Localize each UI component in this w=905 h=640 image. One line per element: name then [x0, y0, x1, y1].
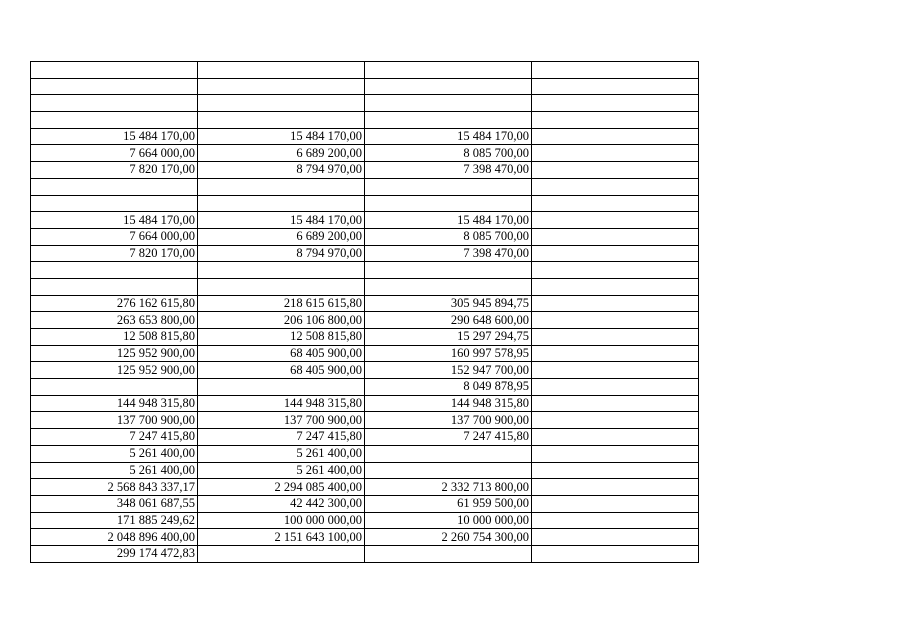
table-cell[interactable]: 2 332 713 800,00: [365, 479, 532, 496]
table-cell[interactable]: [532, 412, 699, 429]
table-cell[interactable]: 125 952 900,00: [31, 362, 198, 379]
table-cell[interactable]: [31, 195, 198, 212]
table-cell[interactable]: 68 405 900,00: [198, 362, 365, 379]
table-cell[interactable]: [532, 228, 699, 245]
table-body: [31, 62, 699, 563]
table-cell[interactable]: [532, 162, 699, 179]
table-cell[interactable]: [532, 112, 699, 129]
table-cell[interactable]: 42 442 300,00: [198, 495, 365, 512]
table-cell[interactable]: [532, 462, 699, 479]
table-cell[interactable]: [31, 112, 198, 129]
table-row: [31, 429, 699, 446]
table-row: [31, 162, 699, 179]
table-row: [31, 295, 699, 312]
table-cell[interactable]: [365, 462, 532, 479]
table-cell[interactable]: [365, 78, 532, 95]
table-cell[interactable]: [198, 545, 365, 562]
table-cell[interactable]: [532, 62, 699, 79]
table-cell[interactable]: [198, 112, 365, 129]
table-cell[interactable]: [532, 479, 699, 496]
table-cell[interactable]: 276 162 615,80: [31, 295, 198, 312]
table-row: [31, 245, 699, 262]
table-row: [31, 329, 699, 346]
table-cell[interactable]: [198, 195, 365, 212]
table-cell[interactable]: 61 959 500,00: [365, 495, 532, 512]
table-cell[interactable]: [365, 445, 532, 462]
table-cell[interactable]: 15 484 170,00: [31, 128, 198, 145]
table-cell[interactable]: 12 508 815,80: [31, 329, 198, 346]
table-cell[interactable]: [31, 78, 198, 95]
table-cell[interactable]: [532, 362, 699, 379]
table-cell[interactable]: [198, 95, 365, 112]
table-row: [31, 545, 699, 562]
table-cell[interactable]: 2 294 085 400,00: [198, 479, 365, 496]
table-cell[interactable]: 5 261 400,00: [198, 462, 365, 479]
table-row: [31, 395, 699, 412]
table-row: [31, 145, 699, 162]
table-row: [31, 95, 699, 112]
table-cell[interactable]: 348 061 687,55: [31, 495, 198, 512]
table-cell[interactable]: [532, 379, 699, 396]
table-cell[interactable]: [198, 62, 365, 79]
table-cell[interactable]: 6 689 200,00: [198, 145, 365, 162]
table-row: [31, 495, 699, 512]
table-row: [31, 62, 699, 79]
table-cell[interactable]: 171 885 249,62: [31, 512, 198, 529]
table-cell[interactable]: 2 260 754 300,00: [365, 529, 532, 546]
table-cell[interactable]: [532, 495, 699, 512]
table-cell[interactable]: [532, 395, 699, 412]
table-cell[interactable]: 144 948 315,80: [31, 395, 198, 412]
table-cell[interactable]: 263 653 800,00: [31, 312, 198, 329]
table-cell[interactable]: [532, 195, 699, 212]
data-table: [30, 61, 699, 563]
table-cell[interactable]: 7 664 000,00: [31, 145, 198, 162]
table-cell[interactable]: [365, 545, 532, 562]
table-cell[interactable]: 7 247 415,80: [365, 429, 532, 446]
table-cell[interactable]: [365, 95, 532, 112]
table-cell[interactable]: 2 048 896 400,00: [31, 529, 198, 546]
table-cell[interactable]: 206 106 800,00: [198, 312, 365, 329]
table-cell[interactable]: [198, 78, 365, 95]
table-row: [31, 345, 699, 362]
table-cell[interactable]: [532, 529, 699, 546]
table-row: [31, 529, 699, 546]
table-cell[interactable]: 15 484 170,00: [198, 128, 365, 145]
table-cell[interactable]: [31, 379, 198, 396]
table-cell[interactable]: [532, 278, 699, 295]
spreadsheet-grid: [30, 61, 699, 563]
table-cell[interactable]: 137 700 900,00: [31, 412, 198, 429]
table-cell[interactable]: 7 398 470,00: [365, 162, 532, 179]
table-cell[interactable]: 125 952 900,00: [31, 345, 198, 362]
table-cell[interactable]: 7 398 470,00: [365, 245, 532, 262]
table-cell[interactable]: [532, 178, 699, 195]
table-row: [31, 128, 699, 145]
table-cell[interactable]: 15 484 170,00: [365, 212, 532, 229]
table-row: [31, 412, 699, 429]
table-cell[interactable]: 8 794 970,00: [198, 162, 365, 179]
table-cell[interactable]: [365, 278, 532, 295]
table-cell[interactable]: 152 947 700,00: [365, 362, 532, 379]
table-cell[interactable]: 8 049 878,95: [365, 379, 532, 396]
table-cell[interactable]: [198, 379, 365, 396]
table-cell[interactable]: [532, 128, 699, 145]
table-row: [31, 479, 699, 496]
table-cell[interactable]: [198, 178, 365, 195]
table-row: [31, 228, 699, 245]
table-cell[interactable]: 7 664 000,00: [31, 228, 198, 245]
table-row: [31, 262, 699, 279]
table-cell[interactable]: [365, 112, 532, 129]
table-cell[interactable]: 290 648 600,00: [365, 312, 532, 329]
table-cell[interactable]: [532, 262, 699, 279]
table-cell[interactable]: 7 820 170,00: [31, 245, 198, 262]
table-cell[interactable]: [365, 262, 532, 279]
table-row: [31, 312, 699, 329]
table-cell[interactable]: [532, 445, 699, 462]
table-cell[interactable]: [532, 429, 699, 446]
table-row: [31, 212, 699, 229]
table-cell[interactable]: [532, 329, 699, 346]
table-cell[interactable]: 100 000 000,00: [198, 512, 365, 529]
table-cell[interactable]: 10 000 000,00: [365, 512, 532, 529]
table-cell[interactable]: 6 689 200,00: [198, 228, 365, 245]
table-row: [31, 462, 699, 479]
table-cell[interactable]: 144 948 315,80: [365, 395, 532, 412]
table-cell[interactable]: [198, 278, 365, 295]
table-cell[interactable]: [532, 545, 699, 562]
table-cell[interactable]: [31, 178, 198, 195]
table-cell[interactable]: 7 247 415,80: [31, 429, 198, 446]
table-cell[interactable]: [365, 195, 532, 212]
table-cell[interactable]: 218 615 615,80: [198, 295, 365, 312]
table-cell[interactable]: 2 151 643 100,00: [198, 529, 365, 546]
table-cell[interactable]: [532, 345, 699, 362]
table-cell[interactable]: [365, 178, 532, 195]
table-cell[interactable]: 137 700 900,00: [198, 412, 365, 429]
table-cell[interactable]: [31, 278, 198, 295]
table-row: [31, 362, 699, 379]
table-cell[interactable]: 12 508 815,80: [198, 329, 365, 346]
table-cell[interactable]: 5 261 400,00: [31, 462, 198, 479]
table-cell[interactable]: [198, 262, 365, 279]
table-cell[interactable]: 137 700 900,00: [365, 412, 532, 429]
table-cell[interactable]: 8 794 970,00: [198, 245, 365, 262]
table-cell[interactable]: 15 297 294,75: [365, 329, 532, 346]
table-cell[interactable]: [532, 295, 699, 312]
table-cell[interactable]: 5 261 400,00: [198, 445, 365, 462]
table-row: [31, 445, 699, 462]
table-cell[interactable]: [31, 95, 198, 112]
table-cell[interactable]: [31, 62, 198, 79]
table-cell[interactable]: [532, 78, 699, 95]
table-cell[interactable]: 15 484 170,00: [365, 128, 532, 145]
table-row: [31, 112, 699, 129]
table-cell[interactable]: [532, 245, 699, 262]
table-cell[interactable]: 8 085 700,00: [365, 145, 532, 162]
table-cell[interactable]: 144 948 315,80: [198, 395, 365, 412]
table-cell[interactable]: 8 085 700,00: [365, 228, 532, 245]
table-cell[interactable]: 305 945 894,75: [365, 295, 532, 312]
table-cell[interactable]: [532, 312, 699, 329]
table-cell[interactable]: 15 484 170,00: [198, 212, 365, 229]
table-cell[interactable]: 2 568 843 337,17: [31, 479, 198, 496]
table-row: [31, 195, 699, 212]
table-cell[interactable]: [532, 145, 699, 162]
table-cell[interactable]: 7 820 170,00: [31, 162, 198, 179]
table-cell[interactable]: 68 405 900,00: [198, 345, 365, 362]
table-row: [31, 278, 699, 295]
table-cell[interactable]: 299 174 472,83: [31, 545, 198, 562]
table-cell[interactable]: 7 247 415,80: [198, 429, 365, 446]
table-cell[interactable]: 15 484 170,00: [31, 212, 198, 229]
table-cell[interactable]: [532, 512, 699, 529]
table-cell[interactable]: [532, 212, 699, 229]
table-row: [31, 512, 699, 529]
table-cell[interactable]: [532, 95, 699, 112]
table-cell[interactable]: 5 261 400,00: [31, 445, 198, 462]
table-cell[interactable]: [365, 62, 532, 79]
table-cell[interactable]: [31, 262, 198, 279]
table-row: [31, 178, 699, 195]
table-row: [31, 379, 699, 396]
table-row: [31, 78, 699, 95]
table-cell[interactable]: 160 997 578,95: [365, 345, 532, 362]
